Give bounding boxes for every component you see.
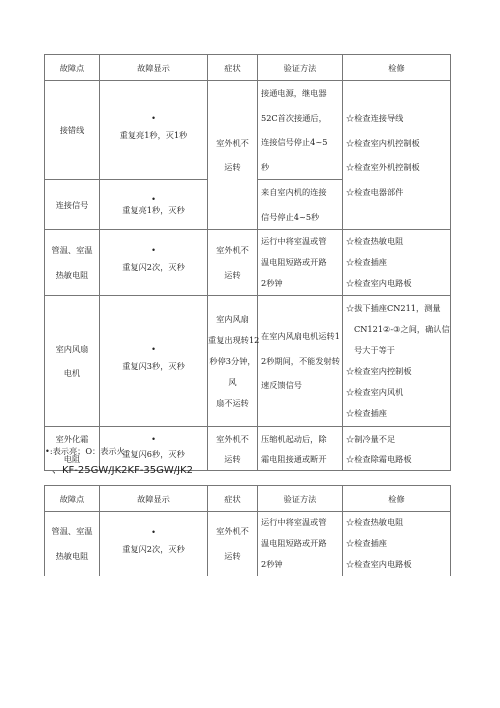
repair-cell: ☆拔下插座CN211，测量 CN121②-③之间，确认信 号大于等于 ☆检查室内控制板 ☆检查室内风机 ☆检查插座 <box>343 296 451 427</box>
verify-cell: 运行中将室温或管 温电阻短路或开路 2秒钟 <box>258 230 343 296</box>
fault-point-cell: 接错线 <box>45 81 100 180</box>
fault-display-cell: • 重复闪3秒，灭秒 <box>100 296 208 427</box>
fault-point-cell: 管温、室温 热敏电阻 <box>45 230 100 296</box>
verify-cell: 接通电源，继电器 52C首次接通后， 连接信号停止4~5 秒 <box>258 81 343 180</box>
fault-table-2 <box>44 485 451 576</box>
verify-cell: 来自室内机的连接 信号停止4~5秒 <box>258 180 343 230</box>
fault-point-cell: 室内风扇 电机 <box>45 296 100 427</box>
table-row <box>45 230 451 296</box>
light-dot: • <box>151 526 156 537</box>
fault-table-1 <box>44 54 451 471</box>
header-verify: 验证方法 <box>258 486 343 512</box>
light-dot: • <box>151 343 156 354</box>
fault-point-cell: 管温、室温 热敏电阻 <box>45 512 100 576</box>
table-row <box>45 81 451 180</box>
symptom-cell: 室外机不 运转 <box>208 427 258 471</box>
header-verify: 验证方法 <box>258 55 343 81</box>
fault-display-cell: • 重复闪2次，灭秒 <box>100 512 208 576</box>
repair-cell: ☆检查热敏电阻 ☆检查插座 ☆检查室内电路板 <box>343 230 451 296</box>
symptom-cell: 室内风扇 重复出现转12 秒停3分钟， 风 扇不运转 <box>208 296 258 427</box>
fault-display-cell: • 重复亮1秒，灭1秒 <box>100 81 208 180</box>
header-symptom: 症状 <box>208 55 258 81</box>
fault-display-cell: • 重复闪6秒，灭秒 <box>100 427 208 471</box>
header-repair: 检修 <box>343 486 451 512</box>
repair-cell: ☆检查热敏电阻 ☆检查插座 ☆检查室内电路板 <box>343 512 451 576</box>
light-dot: • <box>151 433 156 444</box>
table-header-row <box>45 486 451 512</box>
repair-cell: ☆检查连接导线 ☆检查室内机控制板 ☆检查室外机控制板 ☆检查电器部件 <box>343 81 451 230</box>
light-dot: • <box>151 193 156 204</box>
table-row <box>45 296 451 427</box>
symptom-cell: 室外机不 运转 <box>208 512 258 576</box>
fault-point-cell: 连接信号 <box>45 180 100 230</box>
fault-display-cell: • 重复亮1秒，灭秒 <box>100 180 208 230</box>
header-fault-point: 故障点 <box>45 486 100 512</box>
model-heading: 、KF-25GW/JK2KF-35GW/JK2 <box>52 465 194 476</box>
header-repair: 检修 <box>343 55 451 81</box>
legend-note: •:表示亮；O：表示火 <box>45 446 125 456</box>
symptom-cell: 室外机不 运转 <box>208 230 258 296</box>
light-dot: • <box>151 245 156 256</box>
table-row <box>45 512 451 576</box>
verify-cell: 运行中将室温或管 温电阻短路或开路 2秒钟 <box>258 512 343 576</box>
header-fault-display: 故障显示 <box>100 486 208 512</box>
header-symptom: 症状 <box>208 486 258 512</box>
light-dot: • <box>151 112 156 123</box>
repair-cell: ☆制冷量不足 ☆检查除霜电路板 <box>343 427 451 471</box>
symptom-cell: 室外机不 运转 <box>208 81 258 230</box>
header-fault-point: 故障点 <box>45 55 100 81</box>
fault-point-cell: 室外化霜 电阻 <box>45 427 100 471</box>
verify-cell: 压缩机起动后，除 霜电阻接通或断开 <box>258 427 343 471</box>
table-header-row <box>45 55 451 81</box>
fault-display-cell: • 重复闪2次，灭秒 <box>100 230 208 296</box>
header-fault-display: 故障显示 <box>100 55 208 81</box>
verify-cell: 在室内风扇电机运转1 2秒期间，不能发射转 速反馈信号 <box>258 296 343 427</box>
